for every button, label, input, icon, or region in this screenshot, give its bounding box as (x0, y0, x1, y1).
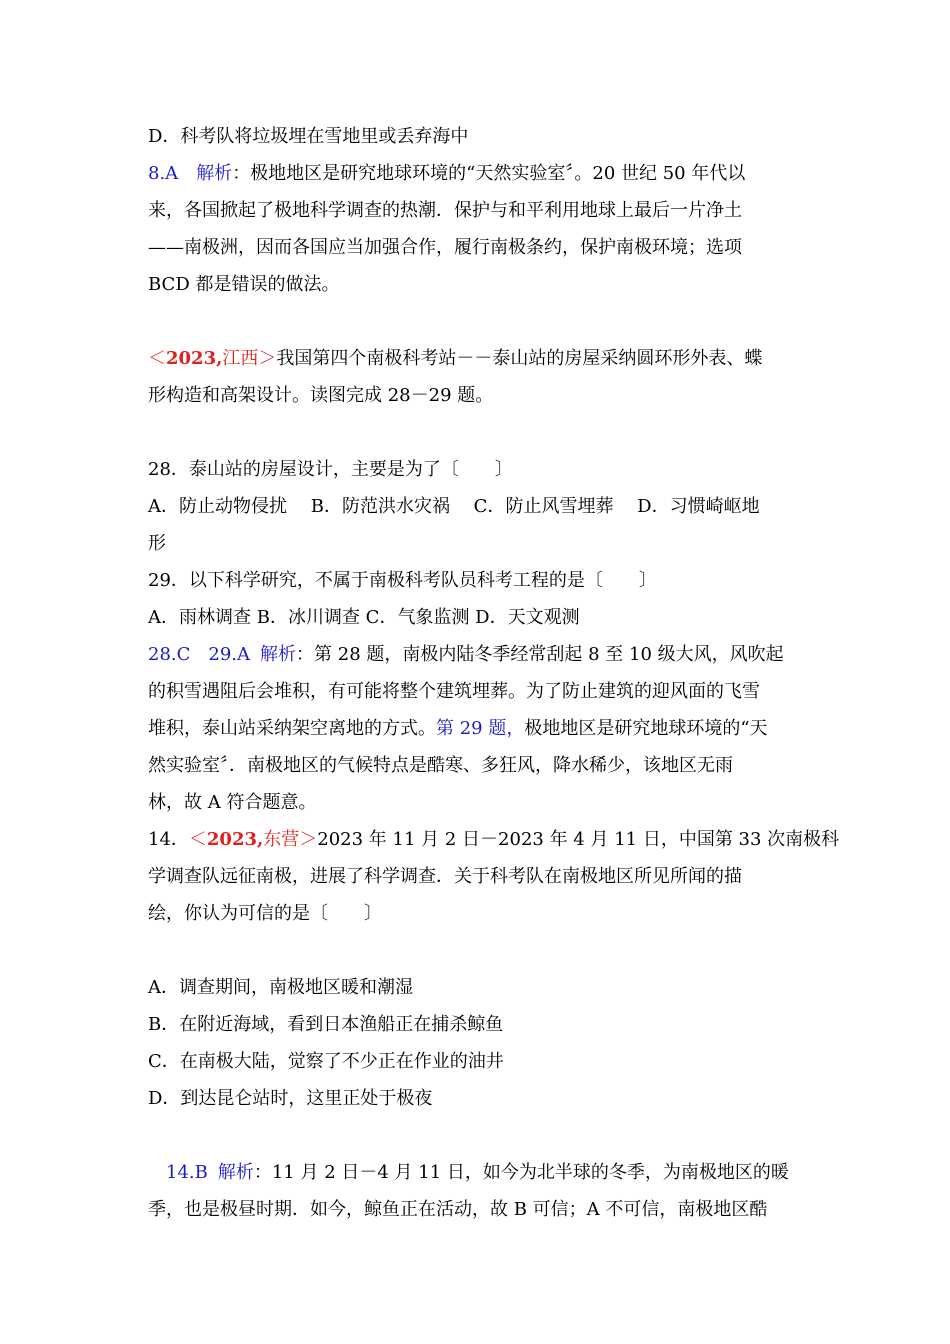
question-29-text: 29．以下科学研究，不属于南极科考队员科考工程的是〔 〕 (148, 570, 657, 591)
question-28-options-2: 形 (148, 533, 166, 554)
jiexi-label: 解析 (217, 1162, 254, 1183)
answer-29-label: 29.A (208, 644, 251, 665)
answer-8-explanation-4: BCD 都是错误的做法。 (148, 274, 340, 295)
question-14-line-2 (148, 858, 808, 895)
explanation-28-2: 的积雪遇阻后会堆积，有可能将整个建筑埋葬。为了防止建筑的迎风面的飞雪 (148, 681, 760, 702)
source-open-bracket: ＜ (148, 348, 166, 369)
question-14-option-d-line (148, 1080, 808, 1117)
source-open-bracket: ＜ (188, 829, 207, 850)
question-14-option-c-line (148, 1043, 808, 1080)
question-14-text-2: 学调查队远征南极，进展了科学调查．关于科考队在南极地区所见所闻的描 (148, 866, 742, 887)
source-close-bracket: ＞ (258, 348, 277, 369)
source-place: 东营 (263, 829, 300, 850)
answer-14-explanation-2: 季，也是极昼时期．如今，鲸鱼正在活动，故 B 可信；A 不可信，南极地区酷 (148, 1199, 768, 1220)
question-28-line (148, 451, 808, 488)
question-29-options: A．雨林调查 B．冰川调查 C．气象监测 D．天文观测 (148, 607, 580, 628)
answer-28-29-line-5 (148, 784, 808, 821)
question-14-text-3: 绘，你认为可信的是〔 〕 (148, 903, 382, 924)
option-d-text: D．科考队将垃圾埋在雪地里或丢弃海中 (148, 126, 469, 147)
question-14-option-b-line (148, 1006, 808, 1043)
explanation-29-label: 第 29 题， (436, 718, 525, 739)
answer-8-explanation-2-line (148, 192, 808, 229)
question-14-number: 14． (148, 829, 189, 850)
explanation-29-3: 林，故 A 符合题意。 (148, 792, 317, 813)
question-14-option-d: D．到达昆仑站时，这里正处于极夜 (148, 1088, 433, 1109)
jiangxi-intro-line-2 (148, 377, 808, 414)
question-28-text: 28．泰山站的房屋设计，主要是为了〔 〕 (148, 459, 513, 480)
question-14-option-b: B．在附近海域，看到日本渔船正在捕杀鲸鱼 (148, 1014, 504, 1035)
intro-text-2: 形构造和高架设计。读图完成 28－29 题。 (148, 385, 494, 406)
document-page (148, 118, 840, 1228)
answer-28-29-line-1 (148, 636, 808, 673)
spacer (148, 932, 808, 969)
answer-14-line-2 (148, 1191, 808, 1228)
answer-28-29-line-3 (148, 710, 808, 747)
explanation-29-1: 极地地区是研究地球环境的“天 (524, 718, 768, 739)
jiexi-label: 解析 (260, 644, 297, 665)
question-14-text-1: 2023 年 11 月 2 日－2023 年 4 月 11 日，中国第 33 次南极科 (317, 829, 840, 850)
source-place: 江西 (222, 348, 259, 369)
answer-14-line-1 (148, 1154, 808, 1191)
question-28-options-1: A．防止动物侵扰 B．防范洪水灾祸 C．防止风雪埋葬 D．习惯崎岖地 (148, 496, 760, 517)
question-14-line-3 (148, 895, 808, 932)
jiexi-label: 解析 (196, 163, 233, 184)
spacer (148, 414, 808, 451)
answer-8-explanation-2: 来，各国掀起了极地科学调查的热潮．保护与和平利用地球上最后一片净土 (148, 200, 742, 221)
jiangxi-intro-line-1 (148, 340, 808, 377)
question-29-options-line (148, 599, 808, 636)
explanation-28-3: 堆积，泰山站采纳架空离地的方式。 (148, 718, 436, 739)
answer-14-explanation-1: ：11 月 2 日－4 月 11 日，如今为北半球的冬季，为南极地区的暖 (253, 1162, 789, 1183)
answer-8-label: 8.A (148, 163, 179, 184)
answer-28-29-line-2 (148, 673, 808, 710)
source-year: 2023, (166, 348, 223, 369)
spacer (148, 1117, 808, 1154)
question-29-line (148, 562, 808, 599)
answer-8-explanation-1: ：极地地区是研究地球环境的“天然实验室〞。20 世纪 50 年代以 (232, 163, 746, 184)
question-28-options-line-1 (148, 488, 808, 525)
answer-8-explanation-3: ——南极洲，因而各国应当加强合作，履行南极条约，保护南极环境；选项 (148, 237, 742, 258)
answer-8-explanation-3-line (148, 229, 808, 266)
source-year: 2023, (206, 829, 264, 850)
source-close-bracket: ＞ (299, 829, 318, 850)
question-14-option-a: A．调查期间，南极地区暖和潮湿 (148, 977, 413, 998)
answer-14-label: 14.B (166, 1162, 208, 1183)
answer-28-label: 28.C (148, 644, 191, 665)
explanation-29-2: 然实验室〞．南极地区的气候特点是酷寒、多狂风，降水稀少，该地区无雨 (148, 755, 733, 776)
explanation-28-1: ：第 28 题，南极内陆冬季经常刮起 8 至 10 级大风，风吹起 (296, 644, 784, 665)
answer-8-line (148, 155, 808, 192)
question-14-option-c: C．在南极大陆，觉察了不少正在作业的油井 (148, 1051, 504, 1072)
question-14-option-a-line (148, 969, 808, 1006)
intro-text-1: 我国第四个南极科考站－－泰山站的房屋采纳圆环形外表、蝶 (276, 348, 763, 369)
spacer (148, 303, 808, 340)
question-14-line-1 (148, 821, 840, 858)
option-d-line (148, 118, 808, 155)
question-28-options-line-2 (148, 525, 808, 562)
answer-8-explanation-4-line (148, 266, 808, 303)
answer-28-29-line-4 (148, 747, 808, 784)
